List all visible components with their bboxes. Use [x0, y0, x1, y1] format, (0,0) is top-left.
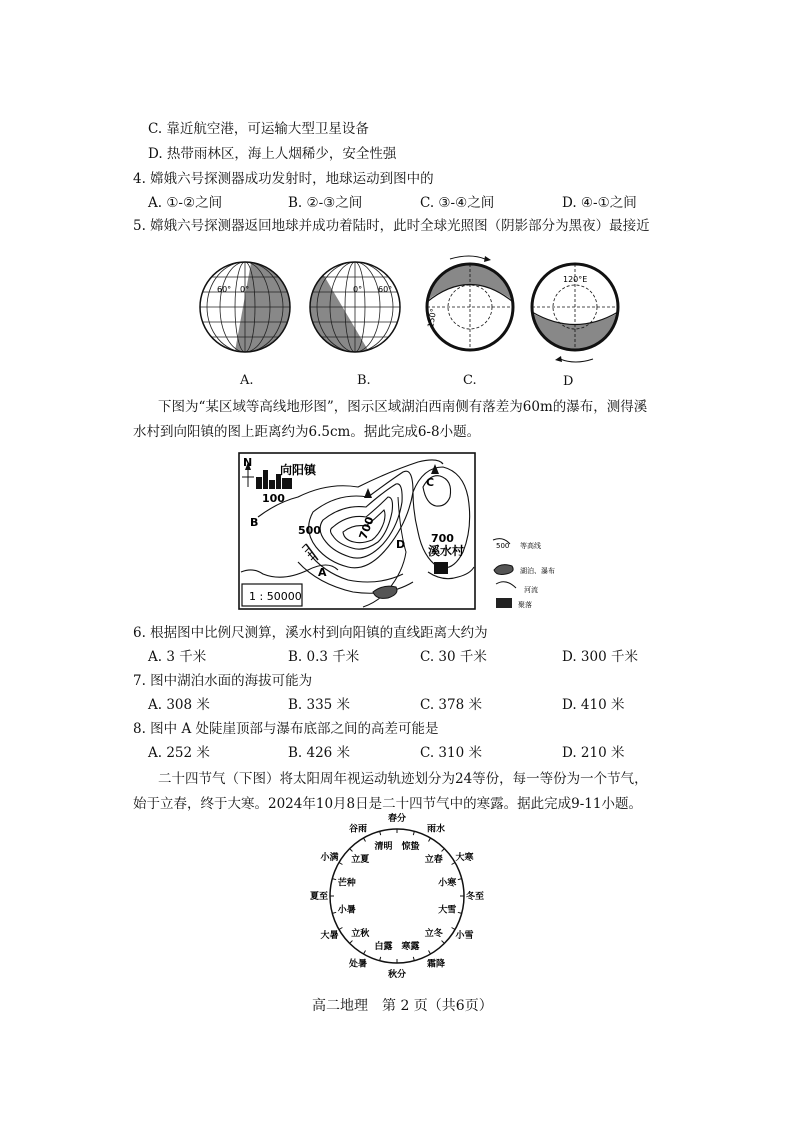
solar-term-inner-2: 小寒: [438, 878, 457, 889]
solar-term-outer-8: 大暑: [320, 931, 339, 941]
map-contour-700b: 700: [431, 532, 454, 545]
term-tick: [332, 912, 336, 913]
village-icon: [434, 562, 448, 574]
term-tick: [429, 951, 431, 954]
map-contour-500: 500: [298, 524, 321, 537]
term-tick: [429, 838, 431, 841]
legend-contour-val: 500: [496, 542, 510, 550]
contour-map: [238, 452, 568, 618]
term-tick: [452, 863, 455, 865]
map-point-a: A: [318, 566, 327, 579]
map-village: 溪水村: [428, 544, 465, 558]
q4-option-a: A. ①-②之间: [148, 195, 223, 211]
solar-term-inner-7: 立秋: [351, 928, 370, 939]
map-contour-100: 100: [262, 492, 285, 505]
solar-term-outer-5: 霜降: [426, 959, 446, 970]
solar-term-outer-11: 谷雨: [348, 824, 368, 835]
q4-stem: 4. 嫦娥六号探测器成功发射时，地球运动到图中的: [133, 171, 434, 187]
solar-term-inner-8: 小暑: [337, 905, 356, 916]
q3-option-c: C. 靠近航空港，可运输大型卫星设备: [148, 121, 369, 137]
solar-term-inner-11: 清明: [374, 841, 393, 852]
legend-lake: 湖泊、瀑布: [520, 567, 555, 575]
map-point-d: D: [396, 538, 406, 551]
solar-term-inner-9: 芒种: [337, 878, 356, 889]
q7-option-a: A. 308 米: [148, 697, 210, 713]
globe-c-lon: 150°: [426, 307, 439, 329]
solar-term-inner-0: 惊蛰: [401, 841, 420, 852]
term-tick: [339, 928, 342, 930]
map-scale: 1 : 50000: [249, 590, 302, 603]
globe-b-lon2: 60°: [378, 285, 393, 294]
term-tick: [339, 863, 342, 865]
term-tick: [442, 941, 445, 944]
q7-stem: 7. 图中湖泊水面的海拔可能为: [133, 673, 313, 689]
solar-term-inner-3: 大雪: [438, 905, 457, 916]
term-tick: [350, 849, 353, 852]
map-point-b: B: [250, 516, 259, 529]
q8-option-c: C. 310 米: [420, 745, 482, 761]
q8-option-a: A. 252 米: [148, 745, 210, 761]
map-town: 向阳镇: [280, 463, 317, 477]
q6-option-c: C. 30 千米: [420, 649, 487, 665]
term-tick: [458, 912, 462, 913]
legend-settlement: 聚落: [518, 601, 532, 609]
globe-a-lon2: 0°: [240, 285, 250, 294]
q4-option-b: B. ②-③之间: [288, 195, 363, 211]
solar-term-outer-9: 夏至: [309, 892, 329, 902]
globe-label-b: B.: [357, 373, 371, 388]
globe-a: [195, 252, 305, 362]
term-tick: [458, 879, 462, 880]
term-tick: [413, 831, 414, 835]
solar-term-inner-1: 立春: [424, 855, 443, 866]
q6-stem: 6. 根据图中比例尺测算，溪水村到向阳镇的直线距离大约为: [133, 625, 488, 641]
q8-stem: 8. 图中 A 处陡崖顶部与瀑布底部之间的高差可能是: [133, 721, 439, 737]
solar-term-outer-6: 秋分: [387, 970, 407, 980]
globe-b-lon1: 0°: [353, 285, 363, 294]
page-footer: 高二地理 第 2 页（共6页）: [312, 998, 493, 1014]
q7-option-c: C. 378 米: [420, 697, 482, 713]
q6-option-a: A. 3 千米: [148, 649, 207, 665]
intro-6-8-line2: 水村到向阳镇的图上距离约为6.5cm。据此完成6-8小题。: [133, 424, 481, 440]
q8-option-b: B. 426 米: [288, 745, 351, 761]
q7-option-d: D. 410 米: [562, 697, 625, 713]
intro-6-8-line1: 下图为“某区域等高线地形图”，图示区域湖泊西南侧有落差为60m的瀑布，测得溪: [158, 399, 648, 415]
q8-option-d: D. 210 米: [562, 745, 625, 761]
globe-d-lon: 120°E: [563, 275, 588, 284]
q3-option-d: D. 热带雨林区，海上人烟稀少，安全性强: [148, 146, 397, 162]
q6-option-d: D. 300 千米: [562, 649, 638, 665]
solar-term-outer-0: 春分: [387, 814, 407, 824]
globe-b: [295, 252, 405, 362]
intro-9-11-line1: 二十四节气（下图）将太阳周年视运动轨迹划分为24等份，每一等份为一个节气，: [158, 771, 648, 787]
term-tick: [442, 849, 445, 852]
q4-option-d: D. ④-①之间: [562, 195, 637, 211]
q5-stem: 5. 嫦娥六号探测器返回地球并成功着陆时，此时全球光照图（阴影部分为黑夜）最接近: [133, 218, 650, 234]
term-tick: [413, 957, 414, 961]
map-north: N: [243, 456, 253, 469]
q4-option-c: C. ③-④之间: [420, 195, 495, 211]
solar-term-outer-4: 小雪: [455, 931, 474, 941]
solar-term-outer-3: 冬至: [465, 892, 485, 902]
solar-term-outer-7: 处暑: [348, 959, 368, 970]
intro-9-11-line2: 始于立春，终于大寒。2024年10月8日是二十四节气中的寒露。据此完成9-11小题。: [133, 796, 642, 812]
legend-contour: 等高线: [520, 542, 541, 550]
legend-river: 河流: [524, 586, 538, 594]
globe-label-c: C.: [463, 373, 477, 388]
term-tick: [380, 831, 381, 835]
term-tick: [364, 951, 366, 954]
term-tick: [452, 928, 455, 930]
term-tick: [380, 957, 381, 961]
solar-terms-diagram: [307, 812, 487, 980]
term-tick: [350, 941, 353, 944]
solar-term-outer-2: 大寒: [455, 853, 474, 863]
q7-option-b: B. 335 米: [288, 697, 351, 713]
q6-option-b: B. 0.3 千米: [288, 649, 360, 665]
solar-term-inner-6: 白露: [374, 942, 393, 953]
solar-term-inner-10: 立夏: [351, 855, 370, 866]
term-tick: [364, 838, 366, 841]
solar-term-outer-1: 雨水: [426, 824, 446, 835]
solar-term-outer-10: 小满: [320, 853, 339, 863]
illumination-globes: [195, 252, 635, 392]
globe-label-d: D: [563, 374, 574, 389]
map-point-c: C: [426, 476, 435, 489]
map-contour-700a: 700: [356, 514, 377, 542]
solar-term-inner-5: 寒露: [401, 942, 420, 953]
globe-a-lon1: 60°: [217, 285, 232, 294]
solar-term-inner-4: 立冬: [424, 928, 443, 939]
term-tick: [332, 879, 336, 880]
globe-label-a: A.: [240, 373, 254, 388]
